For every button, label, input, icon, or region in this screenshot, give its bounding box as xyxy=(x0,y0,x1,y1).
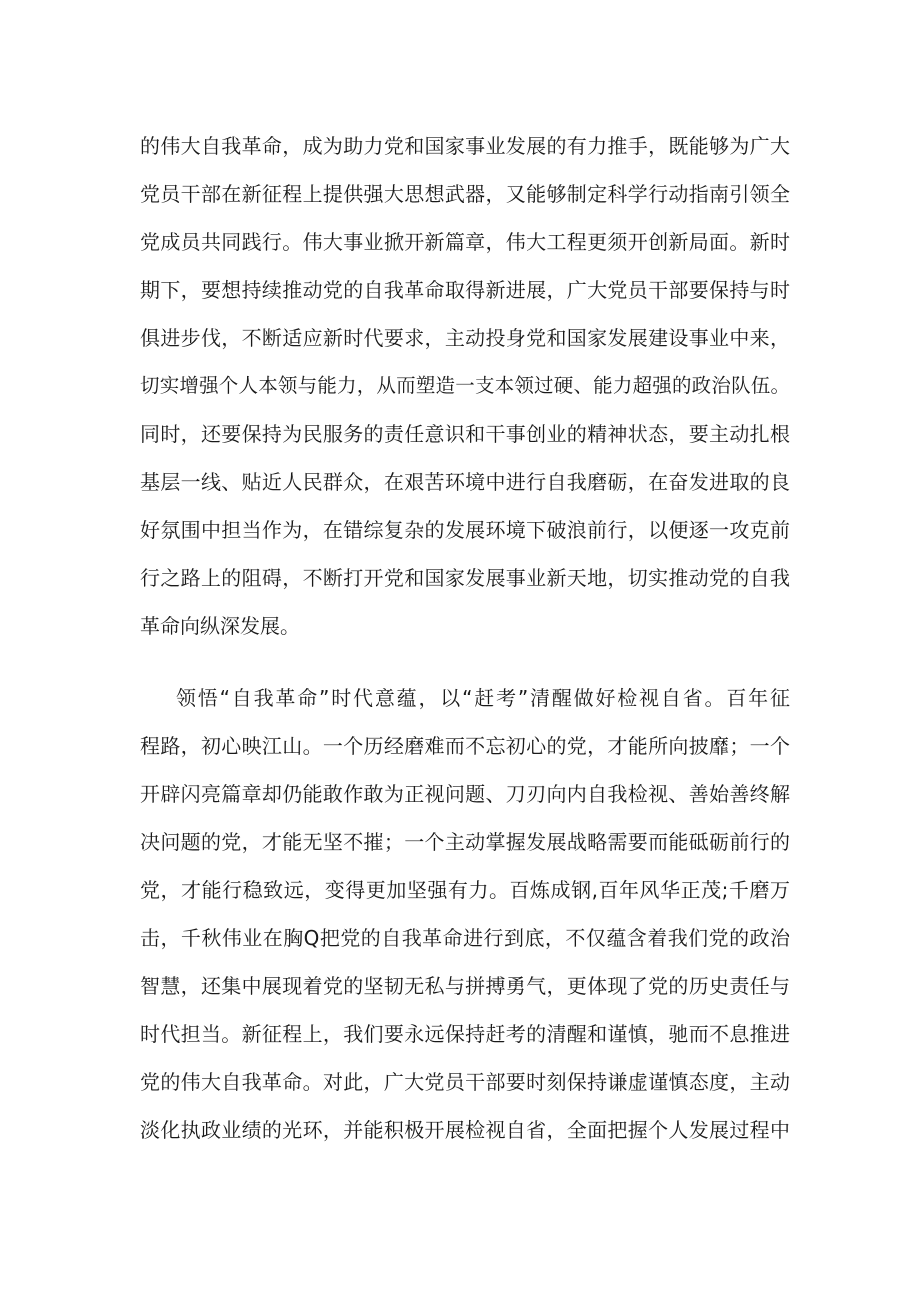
paragraph-2-line-10: 淡化执政业绩的光环，并能积极开展检视自省，全面把握个人发展过程中 xyxy=(140,1118,790,1142)
paragraph-2-line-5: 党，才能行稳致远，变得更加坚强有力。百炼成钢,百年风华正茂;千磨万 xyxy=(140,878,790,902)
paragraph-1-line-1: 的伟大自我革命，成为助力党和国家事业发展的有力推手，既能够为广大 xyxy=(140,134,790,158)
paragraph-1-line-11: 革命向纵深发展。 xyxy=(140,614,300,638)
paragraph-2-line-4: 决问题的党，才能无坚不摧；一个主动掌握发展战略需要而能砥砺前行的 xyxy=(140,830,790,854)
paragraph-1-line-8: 基层一线、贴近人民群众，在艰苦环境中进行自我磨砺，在奋发进取的良 xyxy=(140,470,790,494)
paragraph-2-line-2: 程路，初心映江山。一个历经磨难而不忘初心的党，才能所向披靡；一个 xyxy=(140,734,790,758)
paragraph-2-line-9: 党的伟大自我革命。对此，广大党员干部要时刻保持谦虚谨慎态度，主动 xyxy=(140,1070,790,1094)
paragraph-2-line-6: 击，千秋伟业在胸Q把党的自我革命进行到底，不仅蕴含着我们党的政治 xyxy=(140,926,790,950)
paragraph-1-line-9: 好氛围中担当作为，在错综复杂的发展环境下破浪前行，以便逐一攻克前 xyxy=(140,518,790,542)
paragraph-2-line-8: 时代担当。新征程上，我们要永远保持赶考的清醒和谨慎，驰而不息推进 xyxy=(140,1022,790,1046)
paragraph-1-line-2: 党员干部在新征程上提供强大思想武器，又能够制定科学行动指南引领全 xyxy=(140,182,790,206)
paragraph-1-line-3: 党成员共同践行。伟大事业掀开新篇章，伟大工程更须开创新局面。新时 xyxy=(140,230,790,254)
paragraph-1-line-5: 俱进步伐，不断适应新时代要求，主动投身党和国家发展建设事业中来， xyxy=(140,326,790,350)
paragraph-2-line-1: 领悟“自我革命”时代意蕴，以“赶考”清醒做好检视自省。百年征 xyxy=(176,686,790,710)
paragraph-2-line-3: 开辟闪亮篇章却仍能敢作敢为正视问题、刀刃向内自我检视、善始善终解 xyxy=(140,782,790,806)
paragraph-1-line-7: 同时，还要保持为民服务的责任意识和干事创业的精神状态，要主动扎根 xyxy=(140,422,790,446)
paragraph-2-line-7: 智慧，还集中展现着党的坚韧无私与拼搏勇气，更体现了党的历史责任与 xyxy=(140,974,790,998)
paragraph-1-line-4: 期下，要想持续推动党的自我革命取得新进展，广大党员干部要保持与时 xyxy=(140,278,790,302)
paragraph-1-line-6: 切实增强个人本领与能力，从而塑造一支本领过硬、能力超强的政治队伍。 xyxy=(140,374,790,397)
paragraph-1-line-10: 行之路上的阻碍，不断打开党和国家发展事业新天地，切实推动党的自我 xyxy=(140,566,790,590)
